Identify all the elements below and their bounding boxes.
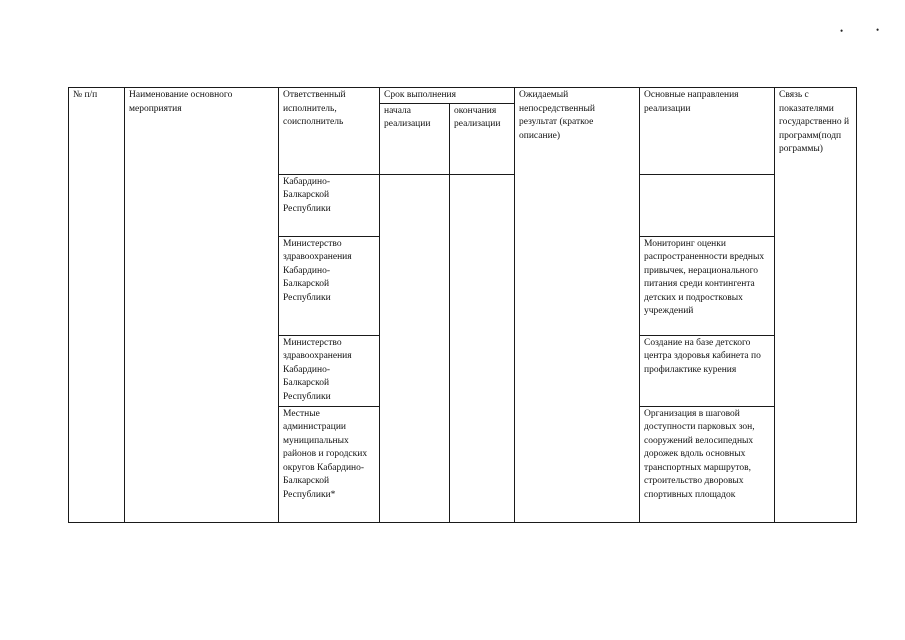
- header-link: Связь с показателями государственно й программ(подп рограммы): [775, 88, 857, 523]
- header-executor: Ответственный исполнитель, соисполнитель: [279, 88, 380, 175]
- executor-cell: Местные администрации муниципальных районов и городских округов Кабардино-Балкарской Республики*: [279, 406, 380, 522]
- header-directions: Основные направления реализации: [640, 88, 775, 175]
- header-term: Срок выполнения: [380, 88, 515, 104]
- measures-table: [68, 87, 857, 523]
- executor-cell: Министерство здравоохранения Кабардино-Балкарской Республики: [279, 335, 380, 406]
- executor-cell: Кабардино-Балкарской Республики: [279, 174, 380, 236]
- header-name: Наименование основного мероприятия: [125, 88, 279, 523]
- direction-cell: Мониторинг оценки распространенности вредных привычек, нерационального питания среди контингента детских и подростковых учреждений: [640, 236, 775, 335]
- corner-mark-left: •: [840, 26, 844, 36]
- term-end-cell: [450, 174, 515, 522]
- term-start-cell: [380, 174, 450, 522]
- header-term-end: окончания реализации: [450, 103, 515, 174]
- direction-cell: Организация в шаговой доступности парковых зон, сооружений велосипедных дорожек вдоль основных транспортных маршрутов, строительство дворовых спортивных площадок: [640, 406, 775, 522]
- corner-mark-right: •: [876, 25, 880, 35]
- executor-cell: Министерство здравоохранения Кабардино-Балкарской Республики: [279, 236, 380, 335]
- direction-cell: [640, 174, 775, 236]
- header-row-top: [69, 88, 857, 104]
- header-result: Ожидаемый непосредственный результат (краткое описание): [515, 88, 640, 523]
- header-term-start: начала реализации: [380, 103, 450, 174]
- direction-cell: Создание на базе детского центра здоровья кабинета по профилактике курения: [640, 335, 775, 406]
- header-num: № п/п: [69, 88, 125, 523]
